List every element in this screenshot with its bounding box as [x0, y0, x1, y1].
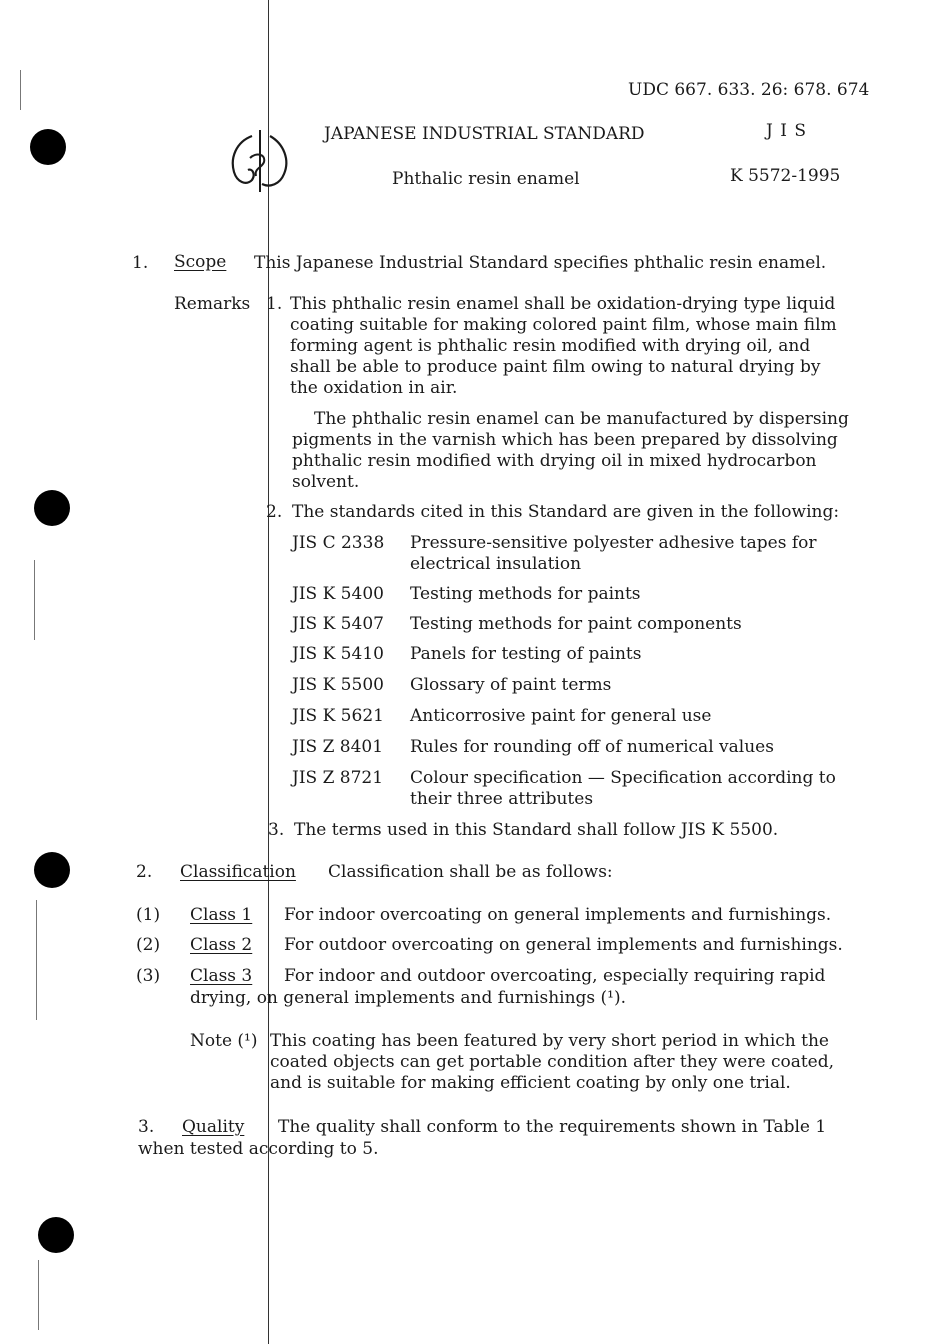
scan-mark: [38, 1260, 39, 1330]
class-2-number: (2): [136, 935, 161, 955]
class-1-label: Class 1: [190, 905, 253, 925]
section-3-heading: Quality: [182, 1117, 245, 1137]
remark-3-text: The terms used in this Standard shall follow JIS K 5500.: [294, 820, 779, 840]
udc-number: UDC 667. 633. 26: 678. 674: [628, 80, 870, 100]
remark-3-number: 3.: [268, 820, 285, 840]
class-3-text-cont: drying, on general implements and furnishings (¹).: [190, 988, 627, 1008]
class-1-number: (1): [136, 905, 161, 925]
punch-hole: [38, 1217, 74, 1253]
standard-title-text: Testing methods for paint components: [410, 614, 742, 634]
class-3-text: For indoor and outdoor overcoating, especially requiring rapid: [284, 966, 826, 986]
remark-1-text-2: The phthalic resin enamel can be manufactured by dispersing pigments in the varnish which has been prepared by dissolving phthalic resin modified with drying oil in mixed hydrocarbon solvent.: [292, 409, 849, 492]
section-1-heading: Scope: [174, 252, 227, 272]
standard-code: JIS K 5410: [292, 644, 384, 664]
standard-code: JIS Z 8401: [292, 737, 384, 757]
jis-logo: [226, 128, 294, 194]
punch-hole: [34, 490, 70, 526]
standard-title: JAPANESE INDUSTRIAL STANDARD: [324, 124, 645, 144]
section-3-text-cont: when tested according to 5.: [138, 1139, 379, 1159]
standard-title-text: Testing methods for paints: [410, 584, 641, 604]
remark-2-text: The standards cited in this Standard are given in the following:: [292, 502, 840, 522]
standard-code: JIS Z 8721: [292, 768, 384, 788]
standard-code: JIS K 5500: [292, 675, 384, 695]
section-2-number: 2.: [136, 862, 153, 882]
remarks-label: Remarks: [174, 294, 251, 314]
designation: K 5572-1995: [730, 166, 841, 186]
section-3-number: 3.: [138, 1117, 155, 1137]
standard-code: JIS C 2338: [292, 533, 385, 553]
class-3-label: Class 3: [190, 966, 253, 986]
section-2-heading: Classification: [180, 862, 296, 882]
note-text: This coating has been featured by very short period in which the coated objects can get portable condition after they were coated, and is suitable for making efficient coating by only one trial.: [270, 1031, 835, 1093]
remark-1-number: 1.: [266, 294, 283, 314]
scan-mark: [36, 900, 37, 1020]
section-1-text: This Japanese Industrial Standard specifies phthalic resin enamel.: [254, 253, 827, 273]
note-label: Note (¹): [190, 1031, 258, 1051]
standard-title-text: Anticorrosive paint for general use: [410, 706, 712, 726]
scan-mark: [34, 560, 35, 640]
class-2-label: Class 2: [190, 935, 253, 955]
standard-title-text: Colour specification — Specification according to their three attributes: [410, 768, 836, 809]
jis-label: J I S: [766, 121, 807, 141]
standard-subtitle: Phthalic resin enamel: [392, 169, 580, 189]
standard-title-text: Pressure-sensitive polyester adhesive tapes for electrical insulation: [410, 533, 817, 574]
section-1-number: 1.: [132, 253, 149, 273]
standard-title-text: Rules for rounding off of numerical values: [410, 737, 774, 757]
remark-1-text: This phthalic resin enamel shall be oxidation-drying type liquid coating suitable for making colored paint film, whose main film forming agent is phthalic resin modified with drying oil, and shall be able to produce paint film owing to natural drying by the oxidation in air.: [290, 294, 837, 398]
standard-code: JIS K 5407: [292, 614, 384, 634]
scan-mark: [20, 70, 21, 110]
standard-code: JIS K 5400: [292, 584, 384, 604]
standard-title-text: Glossary of paint terms: [410, 675, 612, 695]
class-2-text: For outdoor overcoating on general implements and furnishings.: [284, 935, 843, 955]
class-1-text: For indoor overcoating on general implements and furnishings.: [284, 905, 832, 925]
punch-hole: [34, 852, 70, 888]
punch-hole: [30, 129, 66, 165]
section-2-intro: Classification shall be as follows:: [328, 862, 613, 882]
remark-2-number: 2.: [266, 502, 283, 522]
section-3-text: The quality shall conform to the requirements shown in Table 1: [278, 1117, 827, 1137]
class-3-number: (3): [136, 966, 161, 986]
standard-code: JIS K 5621: [292, 706, 384, 726]
standard-title-text: Panels for testing of paints: [410, 644, 642, 664]
